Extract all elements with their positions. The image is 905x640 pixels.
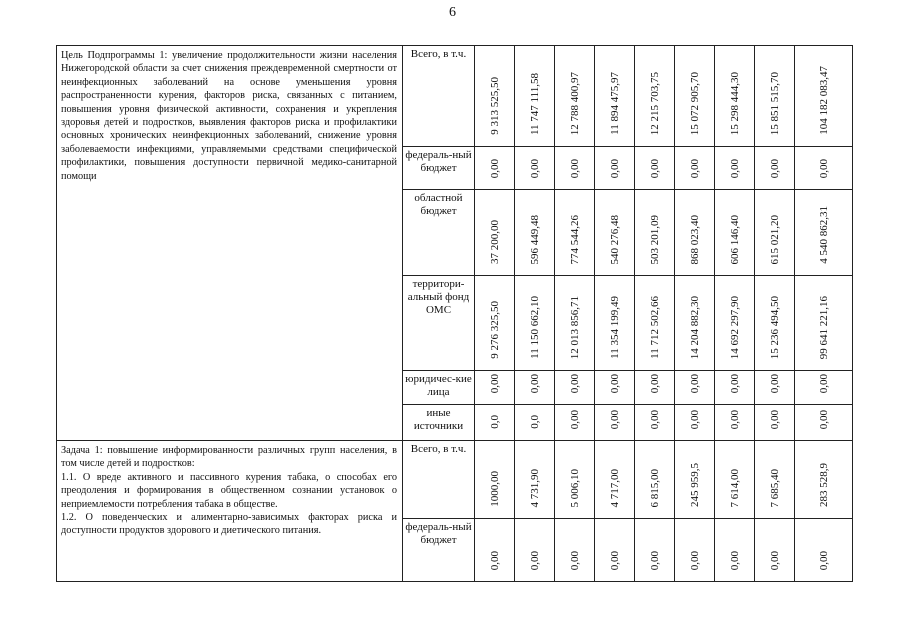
year-value-cell [755, 441, 795, 519]
year-value-cell [715, 147, 755, 190]
year-value-cell [515, 276, 555, 371]
year-value-cell [635, 190, 675, 276]
year-value-cell [475, 190, 515, 276]
value-text: 7 614,00 [728, 468, 741, 507]
value-text: 12 788 400,97 [568, 71, 581, 135]
value-text: 0,00 [528, 550, 541, 570]
value-text: 0,00 [728, 550, 741, 570]
year-value-cell [555, 371, 595, 405]
value-text: 37 200,00 [488, 220, 501, 264]
value-text: 0,00 [688, 158, 701, 178]
year-value-cell [515, 147, 555, 190]
value-text: 4 540 862,31 [817, 206, 830, 264]
value-text: 0,00 [568, 409, 581, 429]
year-value-cell [755, 276, 795, 371]
year-value-cell [755, 190, 795, 276]
funding-source-label: Всего, в т.ч. [403, 46, 475, 147]
total-cell [795, 190, 853, 276]
value-text: 540 276,48 [608, 214, 621, 264]
total-cell [795, 276, 853, 371]
year-value-cell [635, 519, 675, 582]
total-cell [795, 519, 853, 582]
year-value-cell [675, 405, 715, 441]
year-value-cell [595, 519, 635, 582]
value-text: 0,00 [728, 158, 741, 178]
total-cell [795, 46, 853, 147]
year-value-cell [475, 441, 515, 519]
year-value-cell [595, 441, 635, 519]
value-text: 0,00 [688, 373, 701, 393]
value-text: 99 641 221,16 [817, 295, 830, 359]
total-cell [795, 147, 853, 190]
value-text: 0,00 [768, 409, 781, 429]
funding-source-label: федераль-ный бюджет [403, 519, 475, 582]
year-value-cell [755, 46, 795, 147]
year-value-cell [635, 441, 675, 519]
total-cell [795, 441, 853, 519]
value-text: 0,00 [608, 550, 621, 570]
value-text: 596 449,48 [528, 214, 541, 264]
value-text: 245 959,5 [688, 463, 701, 507]
value-text: 12 013 856,71 [568, 295, 581, 359]
year-value-cell [715, 371, 755, 405]
year-value-cell [635, 405, 675, 441]
year-value-cell [595, 46, 635, 147]
year-value-cell [475, 405, 515, 441]
value-text: 14 692 297,90 [728, 295, 741, 359]
value-text: 283 528,9 [817, 463, 830, 507]
value-text: 0,00 [768, 550, 781, 570]
task-description [57, 441, 403, 582]
year-value-cell [515, 519, 555, 582]
funding-source-label: иные источники [403, 405, 475, 441]
year-value-cell [715, 46, 755, 147]
value-text: 9 276 325,50 [488, 301, 501, 359]
year-value-cell [675, 519, 715, 582]
year-value-cell [555, 276, 595, 371]
year-value-cell [515, 46, 555, 147]
description-paragraph: 1.1. О вреде активного и пассивного курения табака, о способах его преодоления и формирования в общественном сознании установок о неприемлемости потребления табака в обществе. [61, 471, 397, 510]
value-text: 0,00 [648, 550, 661, 570]
value-text: 4 731,90 [528, 468, 541, 507]
value-text: 12 215 703,75 [648, 71, 661, 135]
value-text: 104 182 083,47 [817, 66, 830, 135]
value-text: 615 021,20 [768, 214, 781, 264]
value-text: 503 201,09 [648, 214, 661, 264]
year-value-cell [715, 519, 755, 582]
value-text: 15 851 515,70 [768, 71, 781, 135]
year-value-cell [675, 190, 715, 276]
value-text: 0,00 [608, 373, 621, 393]
value-text: 0,00 [728, 409, 741, 429]
year-value-cell [595, 147, 635, 190]
year-value-cell [555, 46, 595, 147]
value-text: 0,00 [688, 550, 701, 570]
year-value-cell [675, 441, 715, 519]
year-value-cell [755, 405, 795, 441]
value-text: 11 354 199,49 [608, 296, 621, 359]
funding-source-label: федераль-ный бюджет [403, 147, 475, 190]
value-text: 606 146,40 [728, 214, 741, 264]
year-value-cell [595, 371, 635, 405]
year-value-cell [755, 519, 795, 582]
value-text: 0,00 [648, 409, 661, 429]
table-body [57, 46, 853, 582]
year-value-cell [675, 276, 715, 371]
year-value-cell [635, 276, 675, 371]
description-paragraph: Цель Подпрограммы 1: увеличение продолжительности жизни населения Нижегородской области за счет снижения преждевременной смертности от неинфекционных заболеваний на основе уменьшения уровня распространенности курения, факторов риска, связанных с питанием, повышения уровня физической активности, сохранения и укрепления здоровья детей и подростков, выявления факторов риска и профилактики основных хронических неинфекционных заболеваний, снижение уровня заболеваемости инфекциями, управляемыми средствами специфической профилактики, повышения доступности первичной медико-санитарной помощи [61, 50, 397, 182]
value-text: 0,00 [608, 158, 621, 178]
value-text: 0,00 [768, 158, 781, 178]
year-value-cell [675, 371, 715, 405]
year-value-cell [755, 147, 795, 190]
value-text: 4 717,00 [608, 468, 621, 507]
value-text: 0,00 [648, 158, 661, 178]
value-text: 11 747 111,58 [528, 72, 541, 135]
value-text: 7 685,40 [768, 468, 781, 507]
page-number: 6 [449, 5, 456, 20]
value-text: 0,00 [728, 373, 741, 393]
value-text: 0,00 [488, 550, 501, 570]
value-text: 15 072 905,70 [688, 71, 701, 135]
year-value-cell [475, 147, 515, 190]
description-paragraph: Задача 1: повышение информированности различных групп населения, в том числе детей и подростков: [61, 445, 397, 470]
value-text: 6 815,00 [648, 468, 661, 507]
value-text: 5 006,10 [568, 468, 581, 507]
value-text: 9 313 525,50 [488, 77, 501, 135]
value-text: 0,0 [488, 415, 501, 429]
year-value-cell [475, 46, 515, 147]
value-text: 0,00 [568, 550, 581, 570]
year-value-cell [755, 371, 795, 405]
funding-source-label: юридичес-кие лица [403, 371, 475, 405]
value-text: 14 204 882,30 [688, 295, 701, 359]
year-value-cell [515, 371, 555, 405]
value-text: 868 023,40 [688, 214, 701, 264]
table-row [57, 441, 853, 519]
value-text: 0,00 [688, 409, 701, 429]
value-text: 0,00 [568, 158, 581, 178]
year-value-cell [635, 147, 675, 190]
value-text: 0,00 [817, 409, 830, 429]
goal-description [57, 46, 403, 441]
year-value-cell [595, 276, 635, 371]
year-value-cell [475, 371, 515, 405]
value-text: 0,00 [648, 373, 661, 393]
funding-source-label: Всего, в т.ч. [403, 441, 475, 519]
total-cell [795, 405, 853, 441]
year-value-cell [475, 519, 515, 582]
value-text: 0,0 [528, 415, 541, 429]
funding-source-label: областной бюджет [403, 190, 475, 276]
value-text: 0,00 [768, 373, 781, 393]
value-text: 15 298 444,30 [728, 71, 741, 135]
table-row [57, 46, 853, 147]
value-text: 0,00 [817, 373, 830, 393]
year-value-cell [515, 441, 555, 519]
value-text: 0,00 [817, 158, 830, 178]
year-value-cell [675, 46, 715, 147]
value-text: 0,00 [528, 158, 541, 178]
value-text: 0,00 [528, 373, 541, 393]
value-text: 0,00 [817, 550, 830, 570]
year-value-cell [715, 190, 755, 276]
value-text: 0,00 [488, 373, 501, 393]
year-value-cell [555, 405, 595, 441]
value-text: 11 894 475,97 [608, 72, 621, 135]
value-text: 11 712 502,66 [648, 296, 661, 359]
year-value-cell [555, 190, 595, 276]
year-value-cell [595, 190, 635, 276]
year-value-cell [555, 519, 595, 582]
year-value-cell [555, 441, 595, 519]
budget-table [56, 45, 853, 582]
year-value-cell [515, 190, 555, 276]
year-value-cell [715, 405, 755, 441]
value-text: 1000,00 [488, 471, 501, 507]
value-text: 15 236 494,50 [768, 295, 781, 359]
year-value-cell [635, 46, 675, 147]
year-value-cell [715, 276, 755, 371]
year-value-cell [475, 276, 515, 371]
year-value-cell [595, 405, 635, 441]
total-cell [795, 371, 853, 405]
year-value-cell [715, 441, 755, 519]
value-text: 0,00 [488, 158, 501, 178]
description-paragraph: 1.2. О поведенческих и алиментарно-зависимых факторах риска и доступности продуктов здорового и диетического питания. [61, 512, 397, 537]
year-value-cell [555, 147, 595, 190]
year-value-cell [635, 371, 675, 405]
year-value-cell [675, 147, 715, 190]
value-text: 0,00 [608, 409, 621, 429]
value-text: 774 544,26 [568, 214, 581, 264]
value-text: 0,00 [568, 373, 581, 393]
funding-source-label: территори-альный фонд ОМС [403, 276, 475, 371]
value-text: 11 150 662,10 [528, 296, 541, 359]
year-value-cell [515, 405, 555, 441]
